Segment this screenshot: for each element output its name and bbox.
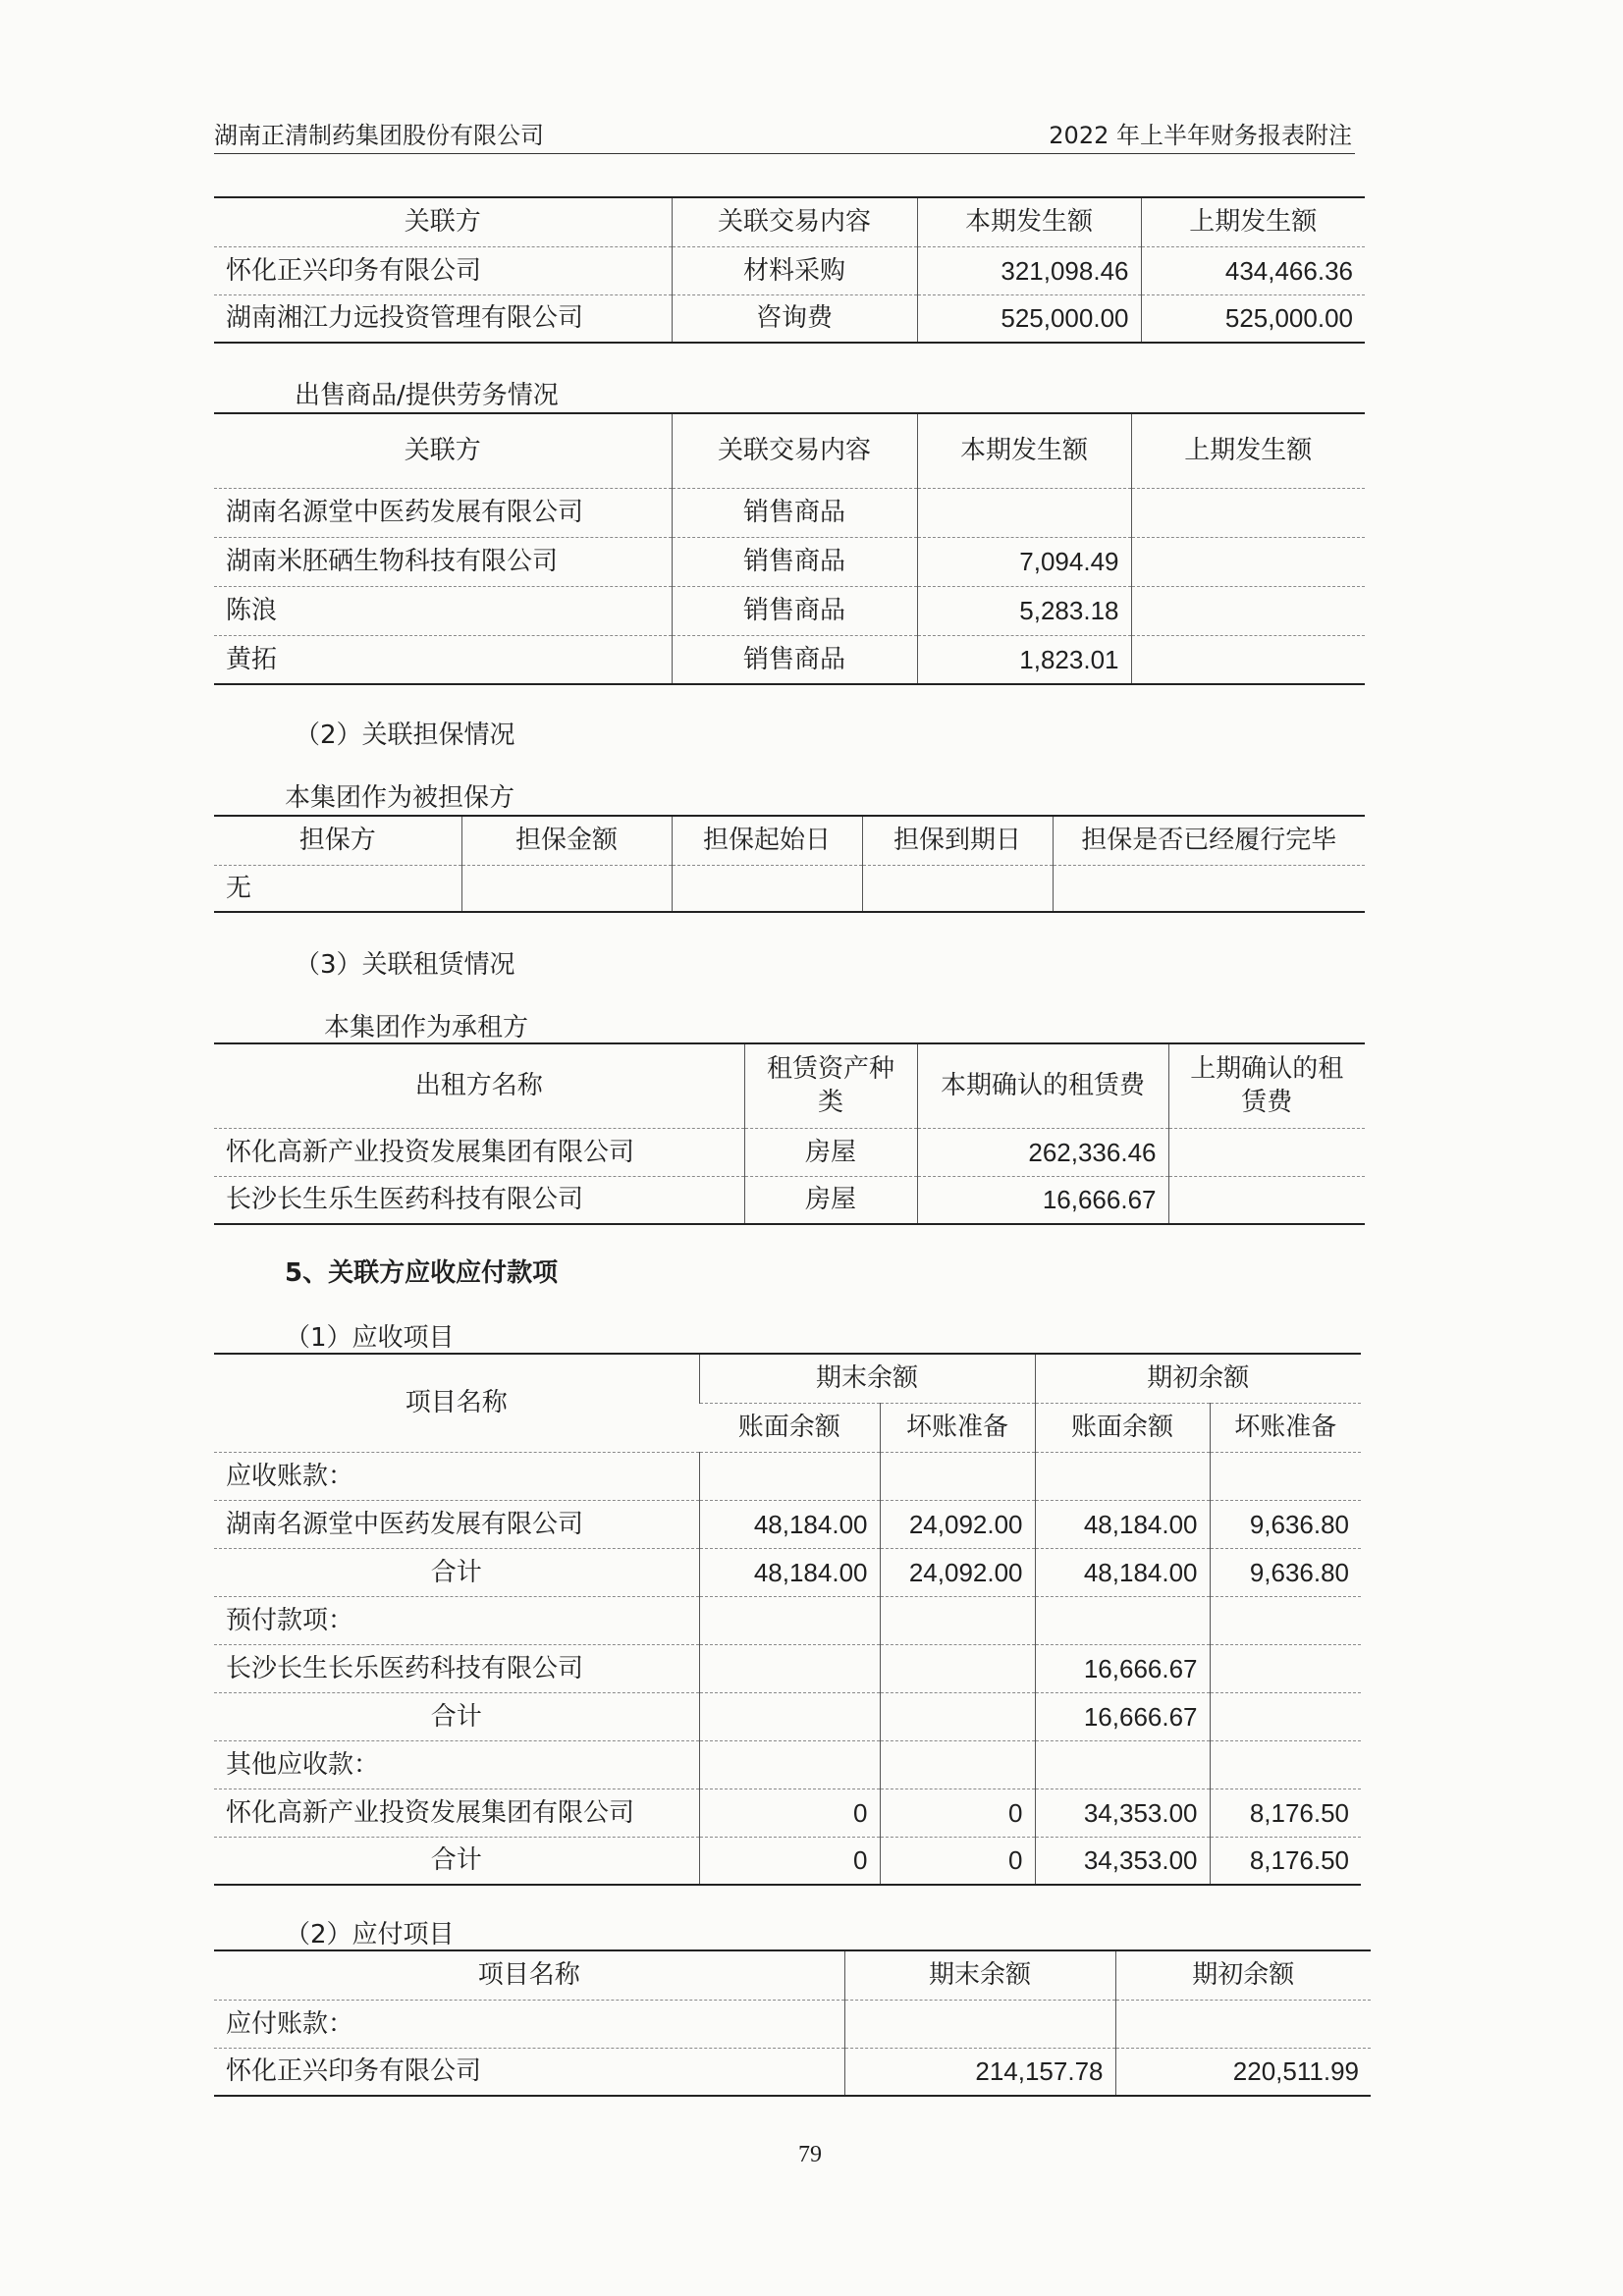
cell: 16,666.67	[917, 1176, 1168, 1224]
cell: 0	[880, 1837, 1035, 1885]
cell: 湖南名源堂中医药发展有限公司	[214, 1500, 699, 1548]
col-header: 关联交易内容	[672, 197, 917, 246]
table-row	[214, 1548, 1361, 1596]
sales-caption: 出售商品/提供劳务情况	[295, 381, 559, 410]
cell	[699, 1452, 880, 1500]
table-header-row	[214, 1950, 1371, 2000]
col-header: 关联交易内容	[672, 413, 917, 488]
cell: 8,176.50	[1210, 1789, 1361, 1837]
cell: 其他应收款：	[214, 1740, 699, 1789]
cell: 房屋	[744, 1128, 917, 1176]
guarantee-table	[214, 815, 1365, 913]
cell	[880, 1740, 1035, 1789]
cell: 房屋	[744, 1176, 917, 1224]
col-header: 账面余额	[699, 1403, 880, 1452]
sales-table	[214, 412, 1365, 685]
cell	[699, 1692, 880, 1740]
col-header: 担保金额	[461, 816, 672, 865]
cell: 434,466.36	[1141, 246, 1365, 294]
table-row	[214, 537, 1365, 586]
col-header: 本期确认的租赁费	[917, 1043, 1168, 1128]
cell: 长沙长生长乐医药科技有限公司	[214, 1644, 699, 1692]
cell	[880, 1644, 1035, 1692]
cell: 0	[699, 1837, 880, 1885]
guarantee-caption: 本集团作为被担保方	[285, 783, 515, 813]
cell: 48,184.00	[699, 1500, 880, 1548]
col-header: 担保是否已经履行完毕	[1053, 816, 1365, 865]
cell: 合计	[214, 1548, 699, 1596]
cell	[862, 865, 1053, 912]
cell	[1131, 586, 1365, 635]
table-row	[214, 1740, 1361, 1789]
cell	[672, 865, 862, 912]
cell: 应付账款：	[214, 2000, 844, 2048]
table-row	[214, 1692, 1361, 1740]
cell	[1035, 1596, 1210, 1644]
cell: 0	[699, 1789, 880, 1837]
cell: 咨询费	[672, 294, 917, 343]
table-row	[214, 865, 1365, 912]
cell: 陈浪	[214, 586, 672, 635]
col-header: 项目名称	[477, 1960, 580, 1991]
cell: 321,098.46	[917, 246, 1141, 294]
cell: 湖南名源堂中医药发展有限公司	[214, 488, 672, 537]
cell	[880, 1596, 1035, 1644]
cell: 无	[214, 865, 461, 912]
cell: 8,176.50	[1210, 1837, 1361, 1885]
table-row	[214, 294, 1365, 343]
cell	[1035, 1740, 1210, 1789]
cell	[1168, 1176, 1365, 1224]
table-row	[214, 635, 1365, 684]
cell	[1115, 2000, 1371, 2048]
cell	[1210, 1740, 1361, 1789]
cell: 销售商品	[672, 537, 917, 586]
cell	[699, 1596, 880, 1644]
cell	[1131, 537, 1365, 586]
cell: 48,184.00	[699, 1548, 880, 1596]
col-header: 上期发生额	[1141, 197, 1365, 246]
cell: 销售商品	[672, 635, 917, 684]
table-header-row	[214, 1354, 1361, 1403]
col-header: 坏账准备	[880, 1403, 1035, 1452]
table-row	[214, 2048, 1371, 2096]
table-row	[214, 1128, 1365, 1176]
cell: 9,636.80	[1210, 1500, 1361, 1548]
lease-heading: （3）关联租赁情况	[295, 950, 515, 980]
table-header-row	[214, 197, 1365, 246]
col-header: 上期确认的租赁费	[1168, 1043, 1365, 1128]
cell: 销售商品	[672, 586, 917, 635]
cell: 24,092.00	[880, 1548, 1035, 1596]
cell: 湖南米胚硒生物科技有限公司	[214, 537, 672, 586]
header-rule	[214, 153, 1355, 154]
col-header: 本期发生额	[917, 413, 1131, 488]
cell	[699, 1644, 880, 1692]
cell	[461, 865, 672, 912]
table-header-row	[214, 1043, 1365, 1128]
table-row	[214, 1596, 1361, 1644]
table-row	[214, 1837, 1361, 1885]
col-header: 租赁资产种类	[744, 1043, 917, 1128]
table-header-row	[214, 413, 1365, 488]
cell: 销售商品	[672, 488, 917, 537]
lease-caption: 本集团作为承租方	[324, 1013, 529, 1042]
header-company: 湖南正清制药集团股份有限公司	[214, 122, 544, 149]
receivable-table	[214, 1353, 1361, 1886]
cell: 9,636.80	[1210, 1548, 1361, 1596]
payable-table	[214, 1949, 1371, 2097]
group-header: 期初余额	[1035, 1354, 1361, 1403]
cell: 黄拓	[214, 635, 672, 684]
receivable-heading: （1）应收项目	[285, 1323, 455, 1353]
col-header: 坏账准备	[1210, 1403, 1361, 1452]
cell: 应收账款：	[214, 1452, 699, 1500]
col-header: 担保方	[298, 826, 376, 856]
table-row	[214, 586, 1365, 635]
cell	[844, 2000, 1115, 2048]
col-header: 期初余额	[1115, 1950, 1371, 2000]
col-header: 担保到期日	[862, 816, 1053, 865]
table-row	[214, 1789, 1361, 1837]
table-row	[214, 246, 1365, 294]
cell	[1035, 1452, 1210, 1500]
cell: 16,666.67	[1035, 1644, 1210, 1692]
col-header: 担保起始日	[672, 816, 862, 865]
col-header: 关联方	[404, 207, 481, 238]
cell	[1131, 488, 1365, 537]
cell: 合计	[214, 1837, 699, 1885]
cell	[880, 1452, 1035, 1500]
table-row	[214, 1500, 1361, 1548]
cell	[1168, 1128, 1365, 1176]
cell: 怀化高新产业投资发展集团有限公司	[214, 1128, 744, 1176]
col-header: 关联方	[404, 436, 481, 466]
col-header: 出租方名称	[414, 1071, 543, 1101]
cell	[917, 488, 1131, 537]
cell	[1053, 865, 1365, 912]
cell	[1210, 1692, 1361, 1740]
cell: 34,353.00	[1035, 1789, 1210, 1837]
cell: 怀化正兴印务有限公司	[214, 2048, 844, 2096]
cell: 262,336.46	[917, 1128, 1168, 1176]
cell: 0	[880, 1789, 1035, 1837]
guarantee-heading: （2）关联担保情况	[295, 721, 515, 750]
cell	[1131, 635, 1365, 684]
table-row	[214, 1452, 1361, 1500]
cell: 214,157.78	[844, 2048, 1115, 2096]
cell: 怀化正兴印务有限公司	[214, 246, 672, 294]
header-report-title: 2022 年上半年财务报表附注	[1049, 122, 1352, 149]
cell: 24,092.00	[880, 1500, 1035, 1548]
cell: 长沙长生乐生医药科技有限公司	[214, 1176, 744, 1224]
col-header: 项目名称	[405, 1388, 508, 1418]
table-row	[214, 1644, 1361, 1692]
cell: 16,666.67	[1035, 1692, 1210, 1740]
cell: 合计	[214, 1692, 699, 1740]
cell: 湖南湘江力远投资管理有限公司	[214, 294, 672, 343]
group-header: 期末余额	[699, 1354, 1035, 1403]
cell: 5,283.18	[917, 586, 1131, 635]
section-title: 5、关联方应收应付款项	[285, 1258, 559, 1288]
cell: 1,823.01	[917, 635, 1131, 684]
cell	[880, 1692, 1035, 1740]
cell: 525,000.00	[1141, 294, 1365, 343]
purchase-table	[214, 196, 1365, 344]
col-header: 账面余额	[1035, 1403, 1210, 1452]
cell: 525,000.00	[917, 294, 1141, 343]
cell	[1210, 1452, 1361, 1500]
table-row	[214, 1176, 1365, 1224]
cell: 34,353.00	[1035, 1837, 1210, 1885]
cell: 7,094.49	[917, 537, 1131, 586]
table-row	[214, 488, 1365, 537]
cell	[1210, 1596, 1361, 1644]
cell	[699, 1740, 880, 1789]
page-number: 79	[798, 2142, 822, 2167]
table-header-row	[214, 816, 1365, 865]
cell: 材料采购	[672, 246, 917, 294]
table-row	[214, 2000, 1371, 2048]
col-header: 本期发生额	[917, 197, 1141, 246]
cell: 预付款项：	[214, 1596, 699, 1644]
cell: 48,184.00	[1035, 1500, 1210, 1548]
cell	[1210, 1644, 1361, 1692]
cell: 48,184.00	[1035, 1548, 1210, 1596]
col-header: 期末余额	[844, 1950, 1115, 2000]
lease-table	[214, 1042, 1365, 1225]
payable-heading: （2）应付项目	[285, 1920, 455, 1949]
cell: 怀化高新产业投资发展集团有限公司	[214, 1789, 699, 1837]
col-header: 上期发生额	[1131, 413, 1365, 488]
cell: 220,511.99	[1115, 2048, 1371, 2096]
